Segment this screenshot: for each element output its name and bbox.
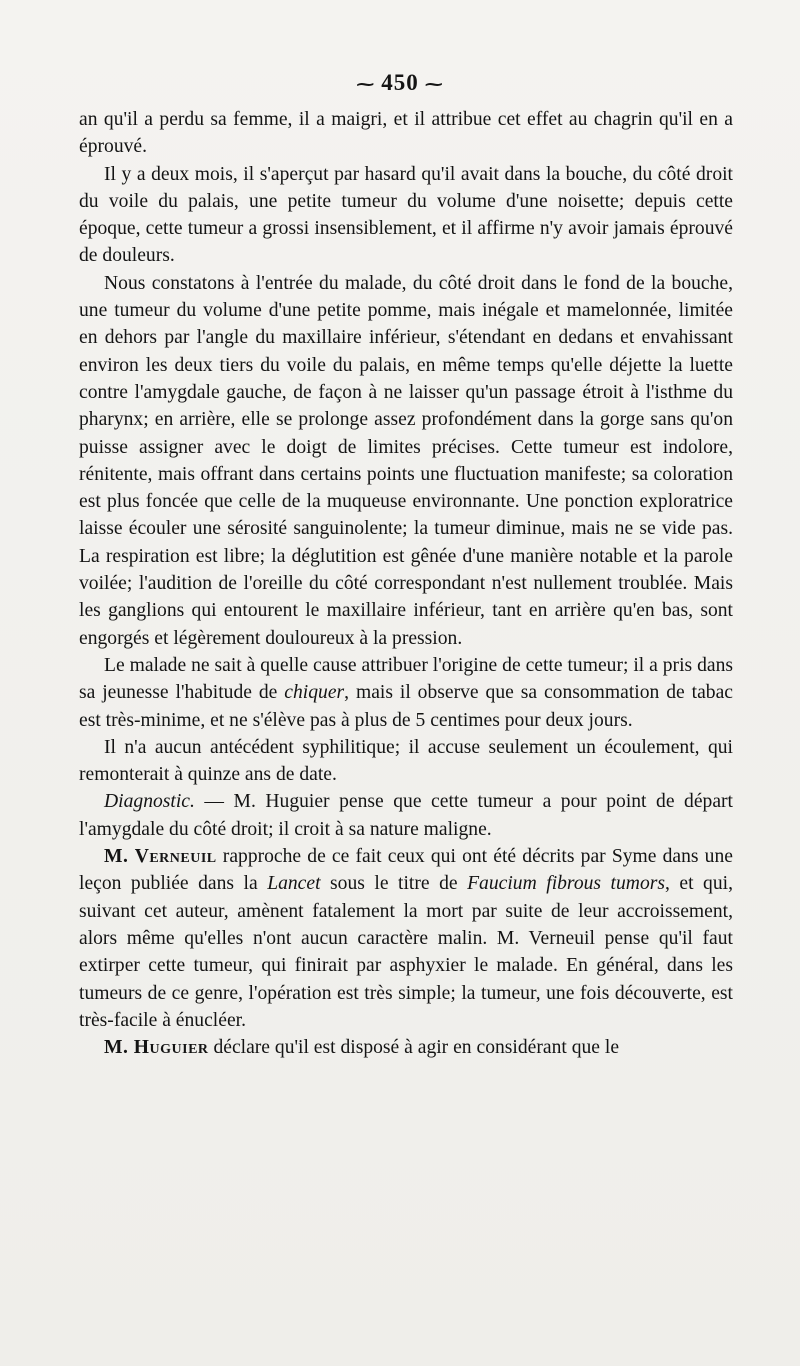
lancet-title: Lancet xyxy=(267,873,321,895)
body-text xyxy=(79,106,733,1061)
paragraph-history: Il n'a aucun antécédent syphilitique; il accuse seulement un écoulement, qui remonterait à quinze ans de date. xyxy=(79,736,733,786)
paragraph-huguier xyxy=(79,1034,733,1061)
paragraph-cause xyxy=(79,652,733,734)
paragraph-onset: Il y a deux mois, il s'aperçut par hasard qu'il avait dans la bouche, du côté droit du voile du palais, une petite tumeur du volume d'une noisette; depuis cette époque, cette tumeur a grossi insensiblement, et il affirme n'y avoir jamais éprouvé de douleurs. xyxy=(79,163,733,267)
paragraph-verneuil xyxy=(79,843,733,1034)
verneuil-text-2: sous le titre de xyxy=(320,873,468,895)
diagnostic-text: — M. Huguier pense que cette tumeur a pour point de départ l'amygdale du côté droit; il croit à sa nature maligne. xyxy=(79,791,733,840)
paragraph-examination: Nous constatons à l'entrée du malade, du côté droit dans le fond de la bouche, une tumeur du volume d'une petite pomme, mais inégale et mamelonnée, limitée en dehors par l'angle du maxillaire inférieur, s'étendant en dedans et envahissant environ les deux tiers du voile du palais, en même temps qu'elle déjette la luette contre l'amygdale gauche, de façon à ne laisser qu'un passage étroit à l'isthme du pharynx; en arrière, elle se prolonge assez profondément dans la gorge sans qu'on puisse assigner avec le doigt de limites précises. Cette tumeur est indolore, rénitente, mais offrant dans certains points une fluctuation manifeste; sa coloration est plus foncée que celle de la muqueuse environnante. Une ponction exploratrice laisse écouler une sérosité sanguinolente; la tumeur diminue, mais ne se vide pas. La respiration est libre; la déglutition est gênée d'une manière notable et la parole voilée; l'audition de l'oreille du côté correspondant n'est nullement troublée. Mais les ganglions qui entourent le maxillaire inférieur, tant en arrière qu'en bas, sont engorgés et légèrement douloureux à la pression. xyxy=(79,272,733,649)
huguier-text: déclare qu'il est disposé à agir en considérant que le xyxy=(208,1037,620,1059)
chiquer-term: chiquer xyxy=(284,682,345,704)
page-header xyxy=(0,70,800,96)
paragraph-continuation: an qu'il a perdu sa femme, il a maigri, et il attribue cet effet au chagrin qu'il en a éprouvé. xyxy=(79,109,733,158)
speaker-huguier: M. Huguier xyxy=(104,1037,209,1059)
speaker-verneuil: M. Verneuil xyxy=(104,846,217,868)
verneuil-text-3: , et qui, suivant cet auteur, amènent fatalement la mort par suite de leur accroissement, alors même qu'elles n'ont aucun caractère malin. M. Verneuil pense qu'il faut extirper cette tumeur, qui finirait par asphyxier le malade. En général, dans les tumeurs de ce genre, l'opération est très simple; la tumeur, une fois découverte, est très-facile à énucléer. xyxy=(79,873,733,1031)
ornament-right: ⁓ xyxy=(424,74,444,95)
diagnostic-label: Diagnostic. xyxy=(104,791,195,813)
faucium-title: Faucium fibrous tumors xyxy=(467,873,665,895)
page-number: 450 xyxy=(381,70,419,95)
cause-text-2: , mais il observe que sa consommation de tabac est très-minime, et ne s'élève pas à plus de 5 centimes pour deux jours. xyxy=(79,682,733,731)
cause-text-1: Le malade ne sait à quelle cause attribuer l'origine de cette tumeur; il a pris dans sa jeunesse l'habitude de xyxy=(79,654,733,704)
ornament-left: ⁓ xyxy=(356,74,376,95)
paragraph-diagnostic xyxy=(79,788,733,843)
verneuil-text-1: rapproche de ce fait ceux qui ont été décrits par Syme dans une leçon publiée dans la xyxy=(79,846,733,895)
